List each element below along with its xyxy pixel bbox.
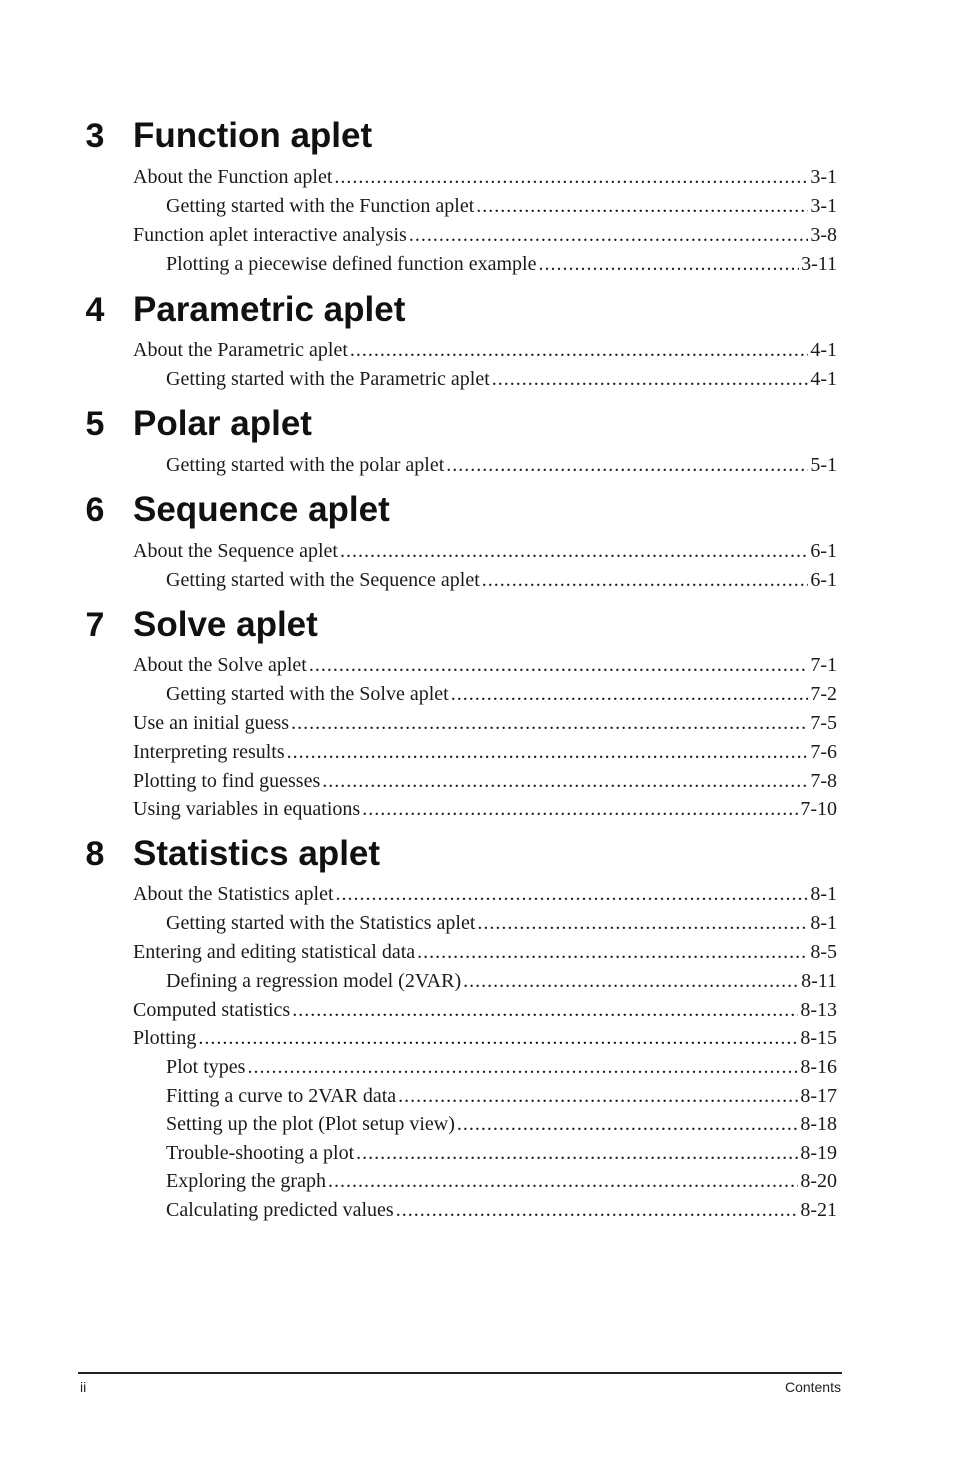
toc-dot-leader xyxy=(285,738,811,767)
chapter-7-heading xyxy=(0,603,954,647)
toc-page-number: 8-13 xyxy=(800,999,837,1021)
toc-dot-leader xyxy=(338,537,810,566)
toc-page-number: 6-1 xyxy=(810,540,837,562)
toc-page-number: 8-18 xyxy=(800,1113,837,1135)
toc-page-number: 7-8 xyxy=(810,770,837,792)
toc-page-number: 4-1 xyxy=(810,368,837,390)
toc-dot-leader xyxy=(332,163,810,192)
toc-entry[interactable] xyxy=(133,221,837,250)
toc-entry-label: Getting started with the Statistics aplet xyxy=(166,912,476,934)
toc-entry[interactable] xyxy=(166,909,837,938)
toc-dot-leader xyxy=(480,566,811,595)
chapter-number: 8 xyxy=(85,835,105,873)
toc-entry-label: Getting started with the Parametric aplet xyxy=(166,368,490,390)
toc-entry-label: About the Solve aplet xyxy=(133,654,307,676)
toc-entry[interactable] xyxy=(166,680,837,709)
toc-dot-leader xyxy=(354,1139,800,1168)
toc-entry[interactable] xyxy=(133,709,837,738)
toc-dot-leader xyxy=(320,767,810,796)
toc-entry[interactable] xyxy=(133,1024,837,1053)
toc-entry-label: Setting up the plot (Plot setup view) xyxy=(166,1113,455,1135)
toc-page-number: 7-1 xyxy=(810,654,837,676)
toc-dot-leader xyxy=(444,451,810,480)
toc-entry[interactable] xyxy=(166,566,837,595)
toc-page-number: 6-1 xyxy=(810,569,837,591)
toc-page-number: 3-11 xyxy=(801,253,837,275)
toc-dot-leader xyxy=(334,880,811,909)
toc-dot-leader xyxy=(196,1024,800,1053)
toc-dot-leader xyxy=(360,795,800,824)
chapter-8-heading xyxy=(0,832,954,876)
toc-entry-label: Use an initial guess xyxy=(133,712,290,734)
toc-entry-label: About the Function aplet xyxy=(133,166,333,188)
footer-page-number: ii xyxy=(80,1379,87,1395)
chapter-number: 7 xyxy=(85,606,105,644)
toc-page-number: 8-20 xyxy=(800,1170,837,1192)
chapter-number: 4 xyxy=(85,291,105,329)
toc-page-number: 8-21 xyxy=(800,1199,837,1221)
toc-entry[interactable] xyxy=(166,1053,837,1082)
toc-entry-label: About the Sequence aplet xyxy=(133,540,338,562)
toc-entry[interactable] xyxy=(166,1167,837,1196)
toc-entry-label: Defining a regression model (2VAR) xyxy=(166,970,462,992)
toc-entry[interactable] xyxy=(166,967,837,996)
toc-page-number: 8-17 xyxy=(800,1085,837,1107)
toc-entry-label: Interpreting results xyxy=(133,741,285,763)
toc-page-number: 8-11 xyxy=(801,970,837,992)
chapter-title: Solve aplet xyxy=(133,605,318,644)
toc-entry-label: Getting started with the Function aplet xyxy=(166,195,475,217)
chapter-title: Parametric aplet xyxy=(133,290,406,329)
toc-entry-label: Trouble-shooting a plot xyxy=(166,1142,355,1164)
toc-dot-leader xyxy=(415,938,810,967)
toc-dot-leader xyxy=(394,1196,801,1225)
toc-entry-label: Function aplet interactive analysis xyxy=(133,224,407,246)
toc-entry-label: Getting started with the Solve aplet xyxy=(166,683,449,705)
chapter-number: 3 xyxy=(85,117,105,155)
chapter-5-heading xyxy=(0,402,954,446)
toc-entry[interactable] xyxy=(133,537,837,566)
toc-entry-label: Exploring the graph xyxy=(166,1170,326,1192)
chapter-title: Statistics aplet xyxy=(133,834,381,873)
toc-entry-label: Fitting a curve to 2VAR data xyxy=(166,1085,397,1107)
toc-dot-leader xyxy=(245,1053,800,1082)
chapter-title: Polar aplet xyxy=(133,404,312,443)
chapter-title: Function aplet xyxy=(133,116,373,155)
toc-entry[interactable] xyxy=(133,996,837,1025)
toc-page-number: 8-19 xyxy=(800,1142,837,1164)
chapter-title: Sequence aplet xyxy=(133,490,390,529)
toc-entry[interactable] xyxy=(166,1139,837,1168)
toc-page-number: 7-6 xyxy=(810,741,837,763)
toc-dot-leader xyxy=(407,221,811,250)
toc-page-number: 4-1 xyxy=(810,339,837,361)
toc-entry[interactable] xyxy=(166,1110,837,1139)
toc-entry-label: Plotting a piecewise defined function example xyxy=(166,253,537,275)
toc-page-number: 7-2 xyxy=(810,683,837,705)
footer-divider xyxy=(78,1372,842,1374)
toc-entry-label: Using variables in equations xyxy=(133,798,361,820)
toc-entry-label: Getting started with the polar aplet xyxy=(166,454,445,476)
toc-page-number: 8-1 xyxy=(810,883,837,905)
toc-dot-leader xyxy=(290,996,800,1025)
toc-entry-label: Calculating predicted values xyxy=(166,1199,394,1221)
toc-entry[interactable] xyxy=(133,651,837,680)
toc-page-number: 8-16 xyxy=(800,1056,837,1078)
toc-dot-leader xyxy=(461,967,801,996)
toc-entry[interactable] xyxy=(133,336,837,365)
toc-entry-label: About the Statistics aplet xyxy=(133,883,334,905)
toc-dot-leader xyxy=(396,1082,800,1111)
toc-dot-leader xyxy=(289,709,810,738)
toc-page-number: 8-5 xyxy=(810,941,837,963)
toc-entry[interactable] xyxy=(133,738,837,767)
toc-page-number: 8-15 xyxy=(800,1027,837,1049)
chapter-number: 5 xyxy=(85,405,105,443)
toc-entry[interactable] xyxy=(133,880,837,909)
toc-entry-label: Getting started with the Sequence aplet xyxy=(166,569,480,591)
chapter-number: 6 xyxy=(85,491,105,529)
toc-entry-label: Entering and editing statistical data xyxy=(133,941,416,963)
toc-entry[interactable] xyxy=(166,1082,837,1111)
toc-entry[interactable] xyxy=(133,938,837,967)
toc-page-number: 5-1 xyxy=(810,454,837,476)
toc-dot-leader xyxy=(536,250,801,279)
toc-dot-leader xyxy=(475,909,810,938)
toc-dot-leader xyxy=(449,680,811,709)
toc-entry[interactable] xyxy=(133,795,837,824)
chapter-6-heading xyxy=(0,488,954,532)
toc-dot-leader xyxy=(326,1167,800,1196)
toc-page-number: 3-1 xyxy=(810,195,837,217)
toc-page-number: 3-8 xyxy=(810,224,837,246)
chapter-4-heading xyxy=(0,288,954,332)
toc-dot-leader xyxy=(455,1110,800,1139)
toc-entry[interactable] xyxy=(166,365,837,394)
toc-entry[interactable] xyxy=(133,163,837,192)
toc-dot-leader xyxy=(307,651,810,680)
toc-entry-label: Computed statistics xyxy=(133,999,291,1021)
toc-page-number: 7-10 xyxy=(800,798,837,820)
toc-page-number: 8-1 xyxy=(810,912,837,934)
chapter-3-heading xyxy=(0,114,954,158)
toc-dot-leader xyxy=(348,336,810,365)
toc-entry[interactable] xyxy=(166,192,837,221)
toc-entry-label: Plotting xyxy=(133,1027,197,1049)
toc-page-number: 7-5 xyxy=(810,712,837,734)
toc-dot-leader xyxy=(474,192,810,221)
toc-entry[interactable] xyxy=(166,250,837,279)
toc-dot-leader xyxy=(490,365,811,394)
toc-entry-label: Plot types xyxy=(166,1056,246,1078)
toc-page-number: 3-1 xyxy=(810,166,837,188)
toc-entry[interactable] xyxy=(166,1196,837,1225)
toc-entry-label: About the Parametric aplet xyxy=(133,339,348,361)
toc-entry-label: Plotting to find guesses xyxy=(133,770,321,792)
toc-entry[interactable] xyxy=(133,767,837,796)
footer-section-title: Contents xyxy=(784,1379,841,1395)
toc-entry[interactable] xyxy=(166,451,837,480)
